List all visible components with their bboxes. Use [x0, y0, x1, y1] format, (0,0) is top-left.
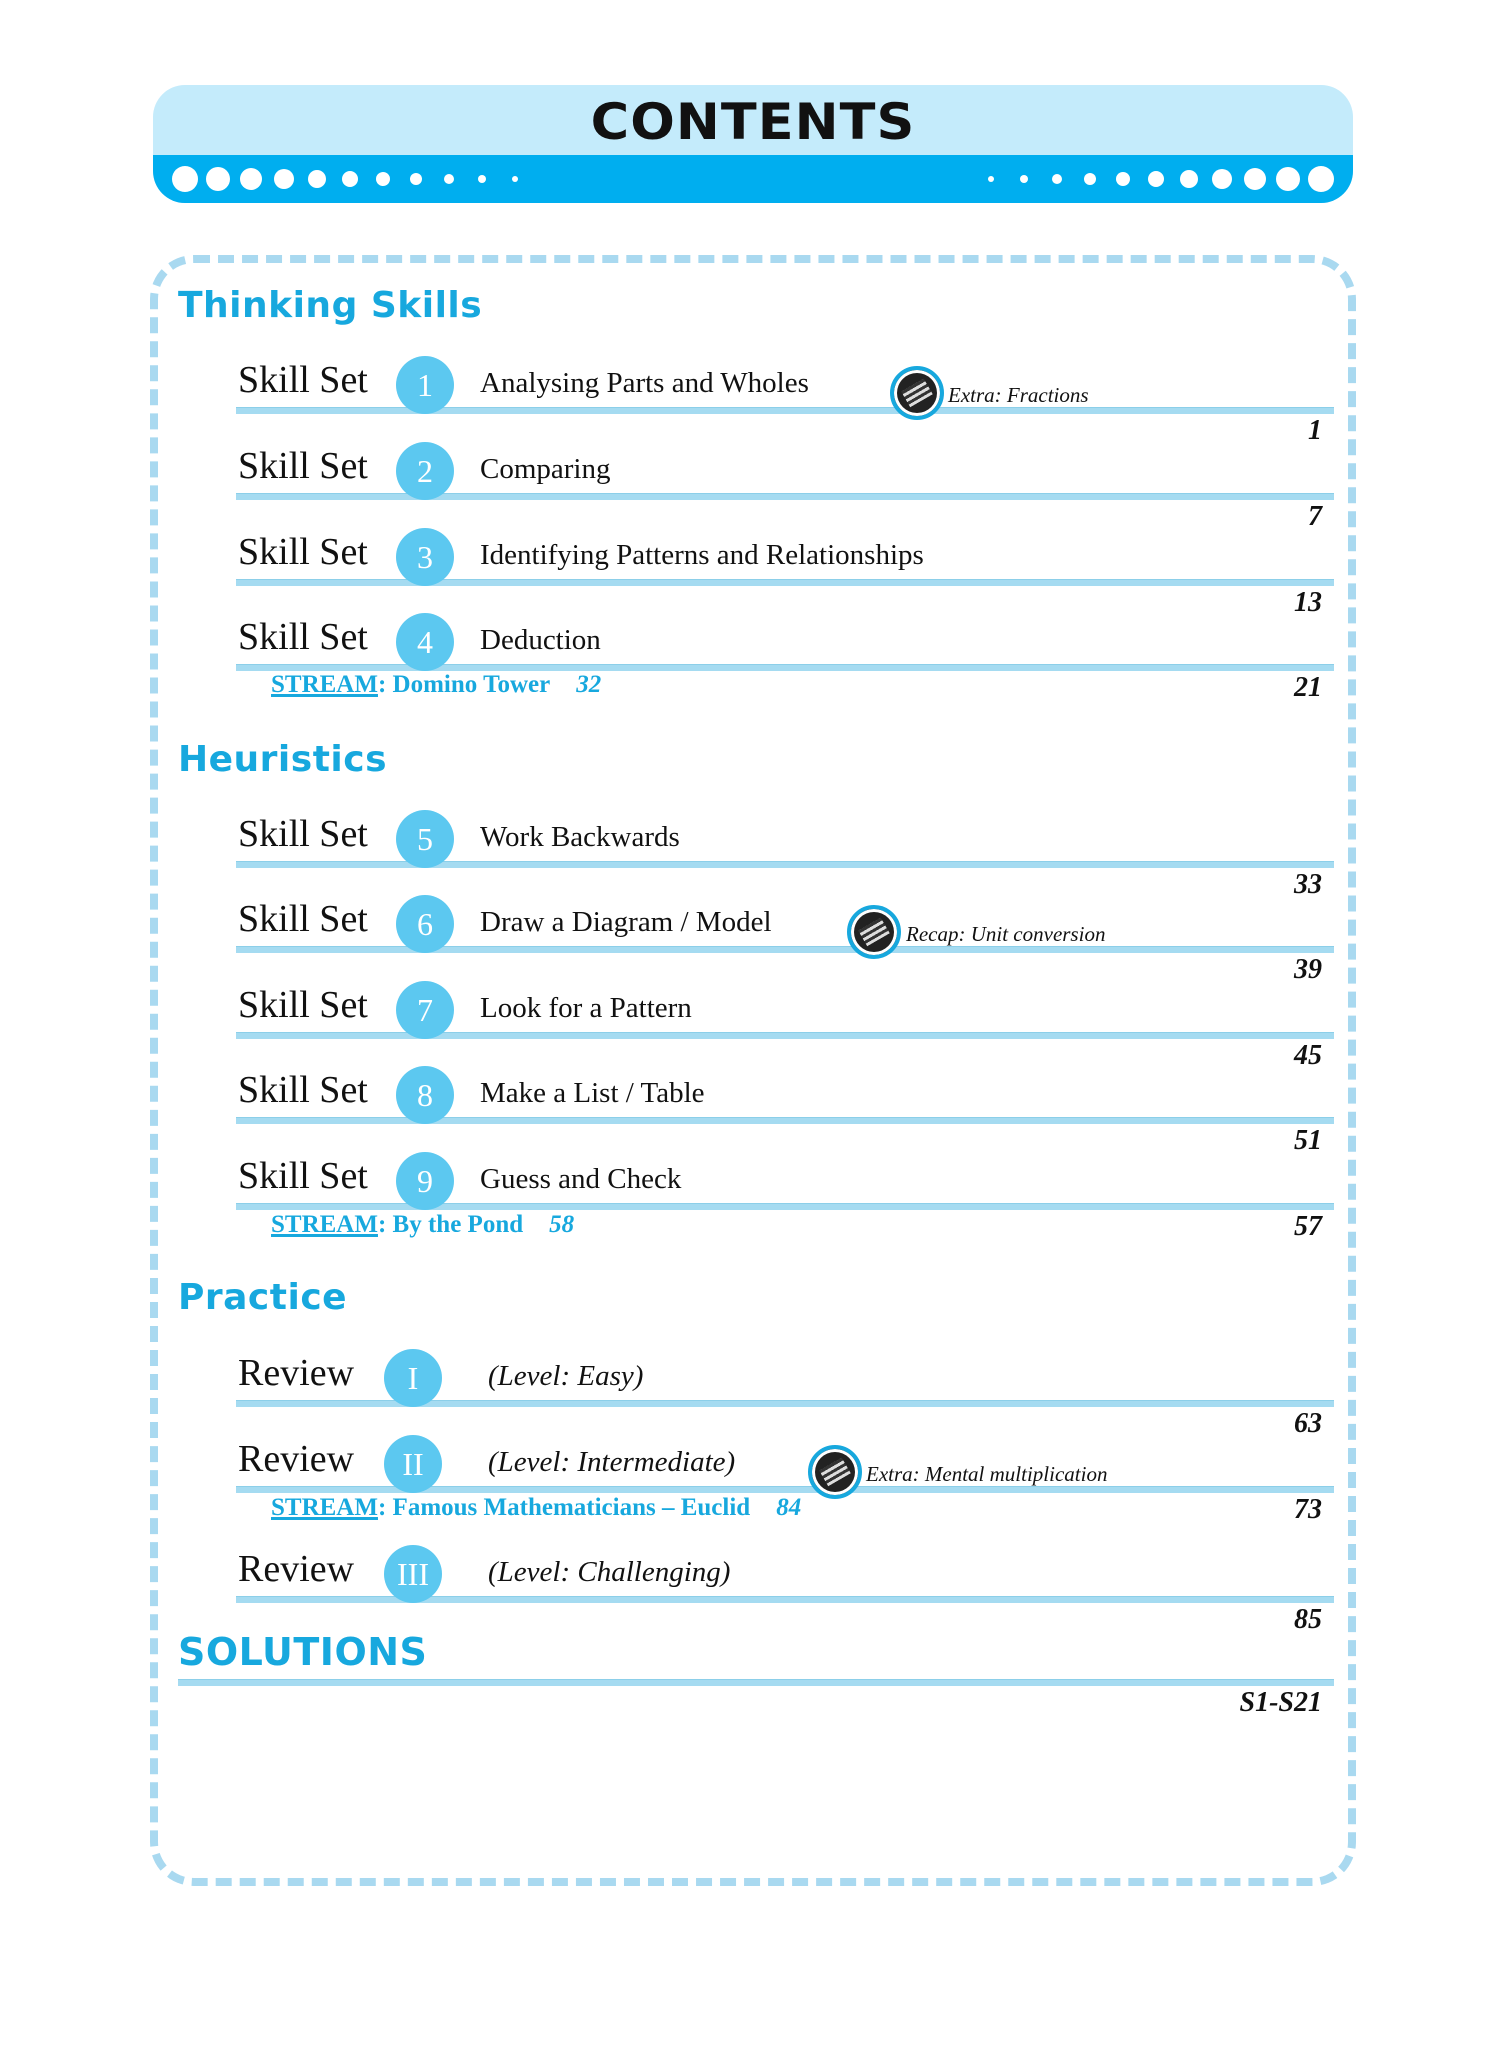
- stream-page: 58: [549, 1211, 575, 1238]
- page-number: 51: [1294, 1125, 1322, 1156]
- section-heading-thinking-skills: Thinking Skills: [178, 285, 483, 326]
- page-number: 33: [1294, 869, 1322, 900]
- entry-title: (Level: Easy): [488, 1360, 644, 1392]
- entry-title: Work Backwards: [480, 821, 680, 853]
- entry-title: Identifying Patterns and Relationships: [480, 539, 924, 571]
- page-number: 39: [1294, 954, 1322, 985]
- entry-title: Look for a Pattern: [480, 992, 692, 1024]
- entry-title: (Level: Challenging): [488, 1556, 731, 1588]
- entry-title: Draw a Diagram / Model: [480, 906, 772, 938]
- number-circle-icon: 8: [396, 1066, 454, 1124]
- entry-title: Make a List / Table: [480, 1077, 705, 1109]
- toc-entry-skill-set-1[interactable]: [236, 359, 1334, 446]
- page-number: 1: [1308, 415, 1322, 446]
- dot-decoration: [444, 174, 454, 184]
- toc-entry-skill-set-7[interactable]: [236, 984, 1334, 1071]
- entry-prefix: Skill Set: [238, 1155, 368, 1197]
- page-number: 57: [1294, 1211, 1322, 1242]
- entry-title: Comparing: [480, 453, 611, 485]
- entry-title: (Level: Intermediate): [488, 1446, 736, 1478]
- dot-decoration: [308, 170, 326, 188]
- extra-badge-icon: [808, 1445, 862, 1499]
- divider: [236, 407, 1334, 414]
- entry-title: Deduction: [480, 624, 601, 656]
- toc-entry-skill-set-2[interactable]: [236, 445, 1334, 532]
- page-number: 13: [1294, 587, 1322, 618]
- page-number: 7: [1308, 501, 1322, 532]
- entry-note: Extra: Mental multiplication: [866, 1462, 1108, 1486]
- divider: [236, 664, 1334, 671]
- divider: [236, 1117, 1334, 1124]
- dot-decoration: [1244, 168, 1266, 190]
- roman-numeral-circle-icon: I: [384, 1349, 442, 1407]
- dotted-band: [153, 155, 1353, 203]
- stream-entry[interactable]: [271, 1211, 574, 1239]
- stream-label: STREAM: [271, 671, 378, 698]
- divider: [236, 1032, 1334, 1039]
- dot-decoration: [206, 167, 230, 191]
- toc-entry-skill-set-6[interactable]: [236, 898, 1334, 985]
- entry-prefix: Review: [238, 1548, 355, 1590]
- entry-title: Analysing Parts and Wholes: [480, 367, 809, 399]
- page-number: 21: [1294, 672, 1322, 703]
- divider: [236, 946, 1334, 953]
- entry-prefix: Skill Set: [238, 898, 368, 940]
- toc-entry-review-I[interactable]: [236, 1352, 1334, 1439]
- stream-entry[interactable]: [271, 1494, 801, 1522]
- dot-decoration: [1148, 171, 1164, 187]
- page-number: 73: [1294, 1494, 1322, 1525]
- dot-decoration: [1052, 174, 1062, 184]
- entry-prefix: Skill Set: [238, 531, 368, 573]
- stream-label: STREAM: [271, 1494, 378, 1521]
- toc-entry-skill-set-3[interactable]: [236, 531, 1334, 618]
- page-number: 45: [1294, 1040, 1322, 1071]
- divider: [236, 1203, 1334, 1210]
- dot-decoration: [1212, 169, 1232, 189]
- dot-decoration: [240, 168, 262, 190]
- entry-prefix: Skill Set: [238, 1069, 368, 1111]
- entry-prefix: Skill Set: [238, 616, 368, 658]
- contents-header: [153, 85, 1353, 203]
- stream-entry[interactable]: [271, 671, 601, 699]
- number-circle-icon: 3: [396, 528, 454, 586]
- number-circle-icon: 5: [396, 810, 454, 868]
- stream-page: 84: [776, 1494, 802, 1521]
- dot-decoration: [1180, 170, 1198, 188]
- number-circle-icon: 6: [396, 895, 454, 953]
- extra-badge-icon: [890, 366, 944, 420]
- dot-decoration: [410, 173, 422, 185]
- stream-title: : Famous Mathematicians – Euclid: [377, 1494, 751, 1521]
- dot-decoration: [376, 172, 390, 186]
- entry-prefix: Review: [238, 1352, 355, 1394]
- entry-note: Extra: Fractions: [948, 383, 1089, 407]
- toc-entry-skill-set-8[interactable]: [236, 1069, 1334, 1156]
- stream-title: : Domino Tower: [377, 671, 551, 698]
- solutions-entry[interactable]: [178, 1679, 1334, 1718]
- section-heading-heuristics: Heuristics: [178, 739, 388, 780]
- dot-decoration: [342, 171, 358, 187]
- number-circle-icon: 9: [396, 1152, 454, 1210]
- dot-decoration: [1116, 172, 1130, 186]
- toc-entry-skill-set-5[interactable]: [236, 813, 1334, 900]
- entry-prefix: Skill Set: [238, 813, 368, 855]
- number-circle-icon: 2: [396, 442, 454, 500]
- number-circle-icon: 7: [396, 981, 454, 1039]
- roman-numeral-circle-icon: III: [384, 1545, 442, 1603]
- page-title: CONTENTS: [590, 93, 916, 151]
- entry-prefix: Skill Set: [238, 359, 368, 401]
- dot-decoration: [478, 175, 486, 183]
- roman-numeral-circle-icon: II: [384, 1435, 442, 1493]
- dot-decoration: [1276, 167, 1300, 191]
- number-circle-icon: 4: [396, 613, 454, 671]
- entry-prefix: Skill Set: [238, 445, 368, 487]
- entry-title: Guess and Check: [480, 1163, 682, 1195]
- page-number: S1-S21: [1239, 1687, 1322, 1718]
- entry-note: Recap: Unit conversion: [906, 922, 1106, 946]
- stream-title: : By the Pond: [377, 1211, 524, 1238]
- section-heading-solutions: SOLUTIONS: [178, 1630, 428, 1674]
- number-circle-icon: 1: [396, 356, 454, 414]
- page-number: 85: [1294, 1604, 1322, 1635]
- entry-prefix: Review: [238, 1438, 355, 1480]
- toc-entry-review-III[interactable]: [236, 1548, 1334, 1635]
- dot-decoration: [512, 176, 518, 182]
- dot-decoration: [988, 176, 994, 182]
- extra-badge-icon: [847, 905, 901, 959]
- divider: [178, 1679, 1334, 1686]
- dot-decoration: [172, 166, 198, 192]
- divider: [236, 861, 1334, 868]
- page-number: 63: [1294, 1408, 1322, 1439]
- dot-decoration: [274, 169, 294, 189]
- section-heading-practice: Practice: [178, 1277, 348, 1318]
- entry-prefix: Skill Set: [238, 984, 368, 1026]
- stream-label: STREAM: [271, 1211, 378, 1238]
- dot-decoration: [1308, 166, 1334, 192]
- divider: [236, 493, 1334, 500]
- dot-decoration: [1084, 173, 1096, 185]
- divider: [236, 579, 1334, 586]
- dot-decoration: [1020, 175, 1028, 183]
- stream-page: 32: [576, 671, 602, 698]
